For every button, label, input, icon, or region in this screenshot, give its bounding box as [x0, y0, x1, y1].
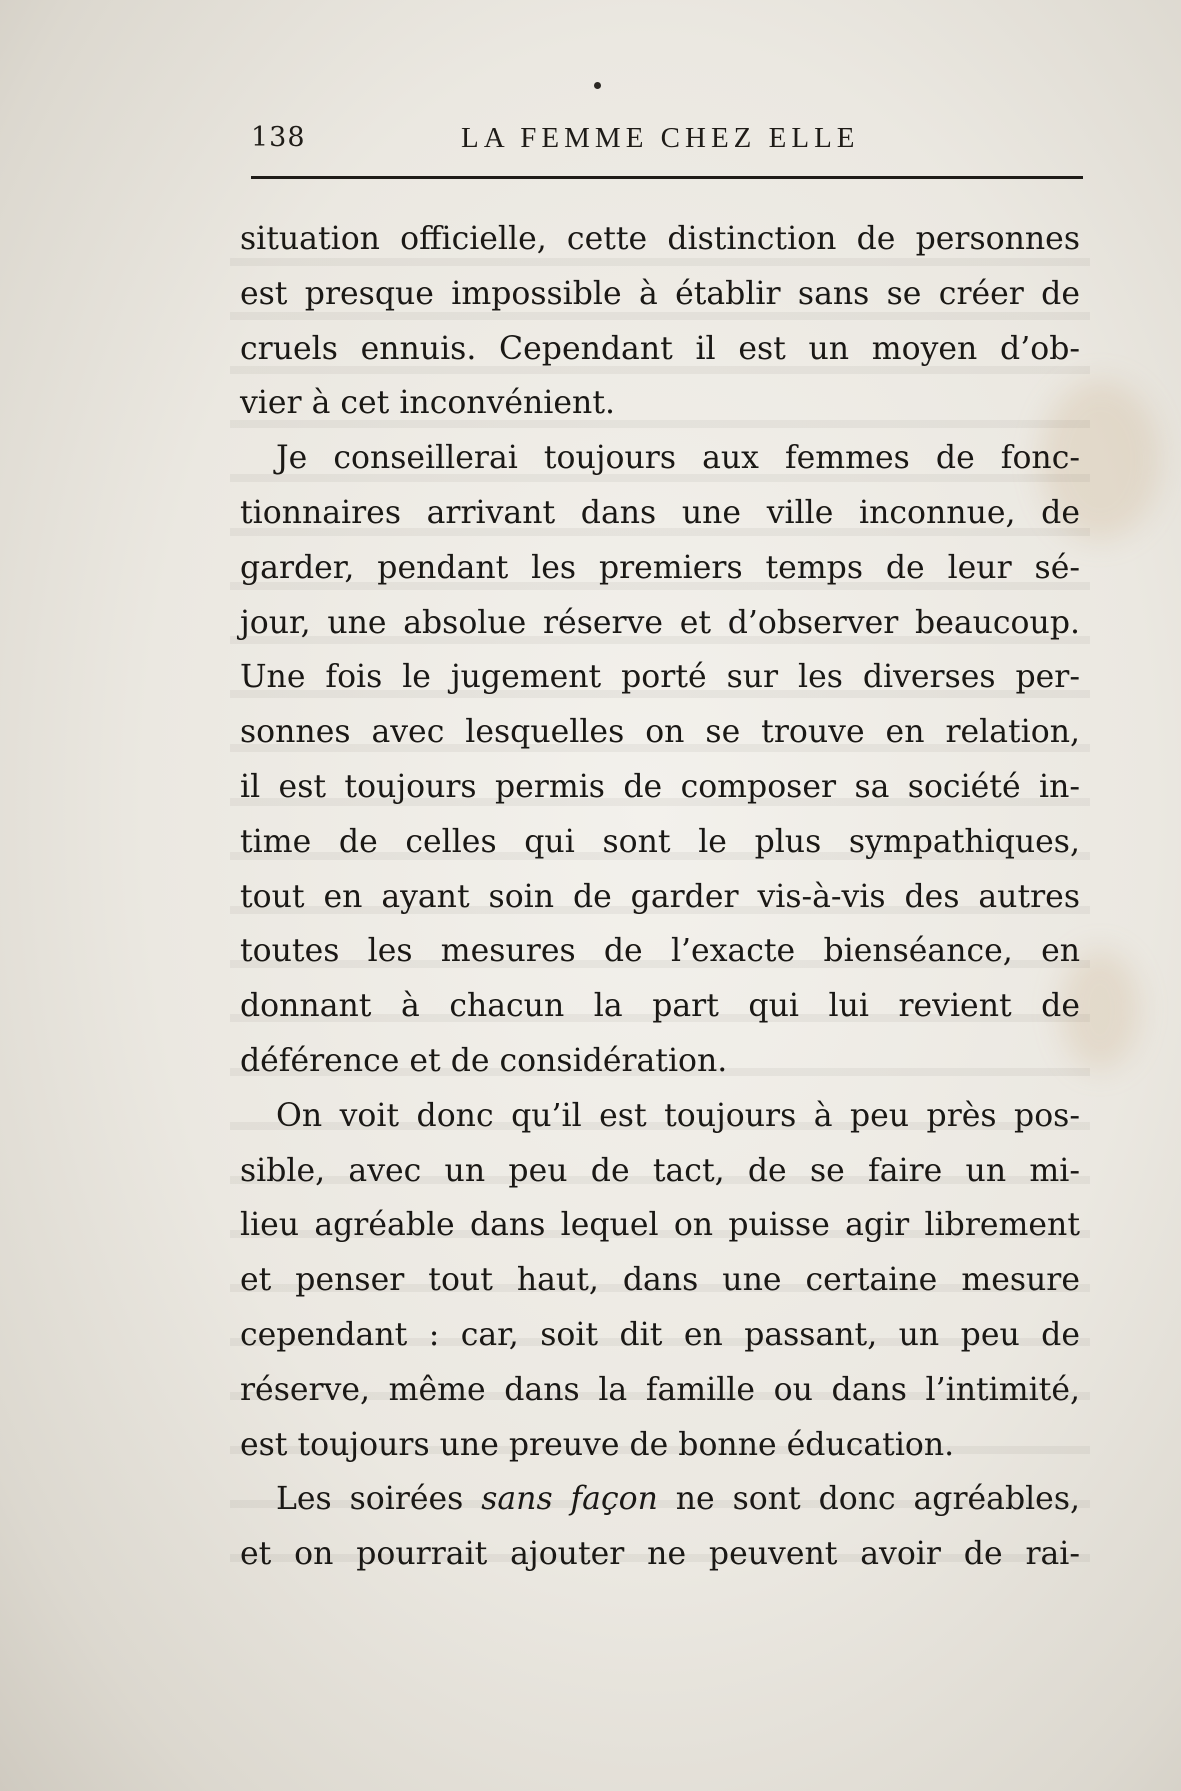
- text-line: cependant : car, soit dit en passant, un peu de: [240, 1316, 1080, 1353]
- text-line: situation officielle, cette distinction de personnes: [240, 221, 1080, 257]
- text-line: cruels ennuis. Cependant il est un moyen d’ob-: [240, 330, 1080, 367]
- text-line-with-italic: [240, 1472, 1080, 1527]
- text-line: lieu agréable dans lequel on puisse agir librement: [240, 1207, 1080, 1244]
- text-line: et on pourrait ajouter ne peuvent avoir de rai-: [240, 1536, 1080, 1573]
- ink-dot: [594, 82, 601, 89]
- running-title: LA FEMME CHEZ ELLE: [461, 122, 860, 154]
- paragraph: [240, 431, 1080, 1089]
- text-line: est toujours une preuve de bonne éducation.: [240, 1426, 955, 1463]
- body-text: [240, 212, 1080, 1582]
- text-line: tout en ayant soin de garder vis-à-vis des autres: [240, 878, 1080, 915]
- text-line: Je conseillerai toujours aux femmes de fonc-: [276, 440, 1080, 477]
- text-line: vier à cet inconvénient.: [240, 385, 615, 422]
- text-line: Une fois le jugement porté sur les diverses per-: [240, 659, 1080, 696]
- italic-phrase: sans façon: [481, 1481, 658, 1518]
- text-line: time de celles qui sont le plus sympathiques,: [240, 823, 1080, 860]
- text-line: déférence et de considération.: [240, 1042, 728, 1079]
- text-line: On voit donc qu’il est toujours à peu près pos-: [276, 1097, 1080, 1134]
- text-line: donnant à chacun la part qui lui revient de: [240, 988, 1080, 1025]
- text-line: toutes les mesures de l’exacte bienséance, en: [240, 933, 1080, 970]
- text-line: tionnaires arrivant dans une ville inconnue, de: [240, 494, 1080, 531]
- page-number: 138: [251, 122, 306, 153]
- text-run: Les soirées: [276, 1481, 482, 1518]
- text-line: il est toujours permis de composer sa société in-: [240, 768, 1080, 805]
- header-rule: [251, 176, 1083, 179]
- text-line: sible, avec un peu de tact, de se faire un mi-: [240, 1152, 1080, 1189]
- text-run: ne sont donc agréables,: [657, 1481, 1080, 1518]
- text-line: réserve, même dans la famille ou dans l’intimité,: [240, 1371, 1080, 1408]
- running-header: [251, 122, 1081, 162]
- paragraph: [240, 212, 1080, 431]
- paragraph: [240, 1472, 1080, 1582]
- text-line: sonnes avec lesquelles on se trouve en relation,: [240, 714, 1080, 751]
- text-line: jour, une absolue réserve et d’observer beaucoup.: [240, 604, 1080, 641]
- text-line: est presque impossible à établir sans se créer de: [240, 275, 1080, 312]
- paragraph: [240, 1089, 1080, 1473]
- text-line: garder, pendant les premiers temps de leur sé-: [240, 549, 1080, 586]
- text-line: et penser tout haut, dans une certaine mesure: [240, 1262, 1080, 1299]
